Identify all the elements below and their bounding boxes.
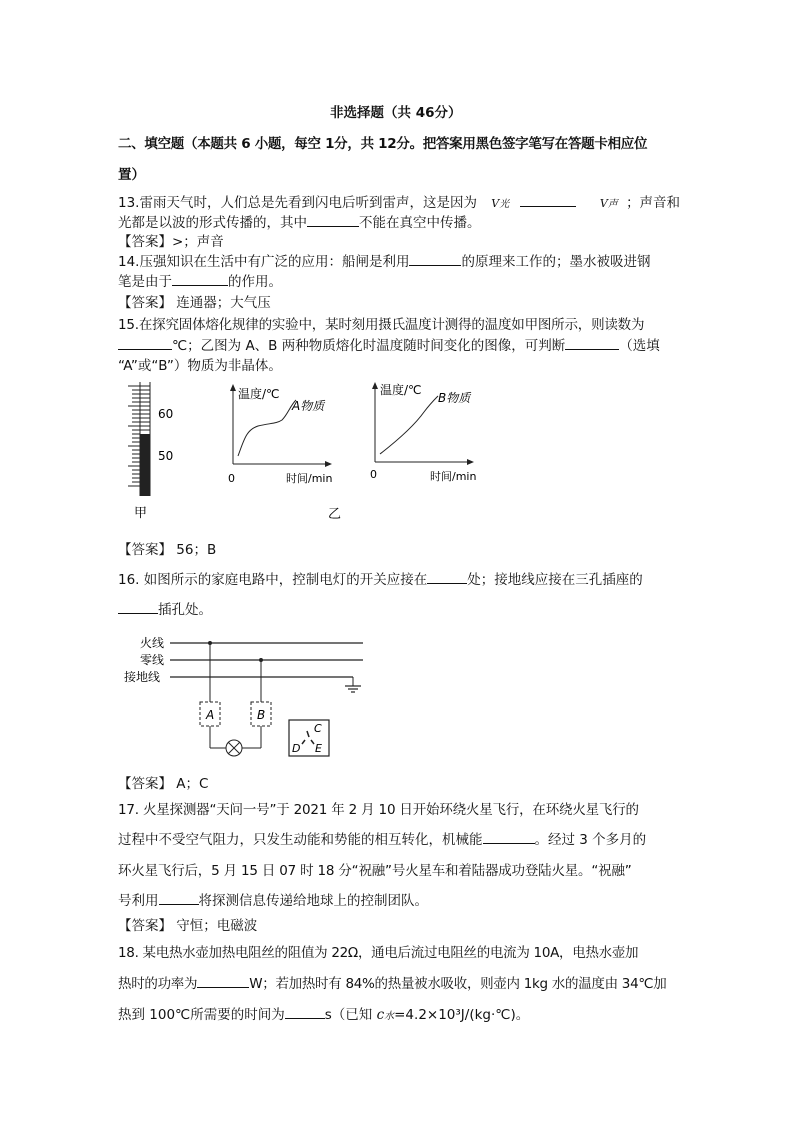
thermo-label-50: 50 [158,449,174,463]
graph-a-ylabel: 温度/℃ [238,387,280,401]
q17-line1: 17. 火星探测器“天问一号”于 2021 年 2 月 10 日开始环绕火星飞行，在环绕火星飞行的 [118,802,639,818]
graph-a-curve-label: A物质 [292,399,325,413]
c-water-sub: 水 [384,1011,395,1022]
box-a-label: A [206,708,215,722]
q18-line3-c: =4.2×10³J/(kg·℃)。 [394,1007,530,1023]
q17-line2-a: 过程中不受空气阻力，只发生动能和势能的相互转化，机械能 [118,832,483,848]
q13-answer: 【答案】>；声音 [118,234,224,250]
label-neutral-wire: 零线 [140,653,165,667]
socket-hole-d [302,740,305,744]
thermometer [128,382,173,496]
q14-answer: 【答案】 连通器；大气压 [118,295,271,311]
q16-line1 [118,571,643,589]
socket-label-c: C [314,722,322,735]
graph-b-origin: 0 [370,468,377,481]
q17-line3: 环火星飞行后，5 月 15 日 07 时 18 分“祝融”号火星车和着陆器成功登陆火星。“祝融” [118,863,632,879]
q18-line3-b: s（已知 [324,1007,377,1023]
q15-line2 [118,337,660,355]
q13-blank-1 [520,194,576,207]
q14-line2-a: 笔是由于 [118,274,172,290]
q13-line2 [118,214,481,232]
label-ground-wire: 接地线 [124,670,161,684]
q15-line2-b: （选填 [619,338,660,354]
q14-blank-1 [409,253,461,266]
q13-line2-b: 不能在真空中传播。 [359,215,481,231]
q15-line2-a: ℃；乙图为 A、B 两种物质熔化时温度随时间变化的图像，可判断 [172,338,566,354]
box-b-label: B [257,708,266,722]
q18-line3-a: 热到 100℃所需要的时间为 [118,1007,285,1023]
q16-line2 [118,601,212,619]
graph-b-y-arrow [372,382,378,389]
q17-line4-a: 号利用 [118,893,159,909]
socket-hole-c [307,731,309,737]
q17-blank-1 [483,831,535,844]
graph-b [370,382,476,483]
q18-line2-a: 热时的功率为 [118,976,198,992]
graph-a-origin: 0 [228,472,235,485]
q16-blank-1 [427,571,467,584]
q18-blank-1 [197,975,249,988]
q13-prefix: 13.雷雨天气时，人们总是先看到闪电后听到雷声，这是因为 [118,195,477,211]
q17-line4-b: 将探测信息传递给地球上的控制团队。 [198,893,428,909]
q17-line2-b: 。经过 3 个多月的 [534,832,647,848]
v-sound-sub: 声 [607,199,618,210]
thermo-label-60: 60 [158,407,174,421]
graph-a-y-arrow [230,384,236,391]
label-live-wire: 火线 [140,636,165,650]
q17-line2 [118,831,646,849]
q17-answer: 【答案】 守恒；电磁波 [118,918,258,934]
q14-blank-2 [172,273,228,286]
q13-suffix: ；声音和 [626,195,681,211]
q15-line3: “A”或“B”）物质为非晶体。 [118,358,282,374]
q16-line1-a: 16. 如图所示的家庭电路中，控制电灯的开关应接在 [118,572,428,588]
graph-b-ylabel: 温度/℃ [380,383,422,397]
graph-a-curve [238,400,296,456]
q14-line2 [118,273,282,291]
socket-label-d: D [292,742,301,755]
v-sound-symbol: V [599,197,608,210]
q16-line2-text: 插孔处。 [158,602,212,618]
q18-line1: 18. 某电热水壶加热电阻丝的阻值为 22Ω，通电后流过电阻丝的电流为 10A，电热水壶加 [118,945,639,961]
part2-heading-line1: 二、填空题（本题共 6 小题，每空 1分，共 12分。把答案用黑色签字笔写在答题卡相应位 [118,136,648,152]
graph-a-xlabel: 时间/min [286,472,333,485]
q18-line2 [118,975,666,993]
q15-blank-2 [565,337,619,350]
q13-line1 [118,194,680,214]
q17-line4 [118,892,428,910]
q13-line2-a: 光都是以波的形式传播的，其中 [118,215,307,231]
q14-line1-a: 14.压强知识在生活中有广泛的应用：船闸是利用 [118,254,410,270]
q14-line1 [118,253,650,271]
q18-blank-2 [285,1006,325,1019]
q15-answer: 【答案】 56；B [118,542,217,558]
graph-b-x-arrow [467,459,474,465]
graph-a [228,384,332,485]
socket-label-e: E [315,742,322,755]
part2-heading-line2: 置） [118,167,145,183]
q14-line1-b: 的原理来工作的；墨水被吸进钢 [461,254,651,270]
q17-blank-2 [159,892,199,905]
q15-figure [118,378,498,528]
q18-line2-b: W；若加热时有 84%的热量被水吸收，则壶内 1kg 水的温度由 34℃加 [249,976,667,992]
v-sound [600,195,618,211]
section-title: 非选择题（共 46分） [330,105,462,121]
q18-line3 [118,1006,529,1026]
circuit-diagram [118,630,378,770]
socket-hole-e [311,740,314,744]
q16-answer: 【答案】 A；C [118,776,209,792]
label-yi: 乙 [328,507,342,522]
v-light-symbol: V [491,197,500,210]
label-jia: 甲 [134,506,148,521]
graph-b-curve-label: B物质 [438,391,471,405]
q16-line1-b: 处；接地线应接在三孔插座的 [467,572,643,588]
graph-b-curve [380,396,438,454]
q15-blank-1 [118,337,172,350]
q15-line1: 15.在探究固体熔化规律的实验中，某时刻用摄氏温度计测得的温度如甲图所示，则读数为 [118,317,645,333]
graph-b-xlabel: 时间/min [430,470,477,483]
v-light-sub: 光 [499,199,510,210]
graph-a-x-arrow [325,461,332,467]
q14-line2-b: 的作用。 [228,274,282,290]
mercury-column [140,434,150,496]
v-light [491,195,509,211]
q16-blank-2 [118,601,158,614]
c-water-symbol: c [376,1007,385,1023]
q13-blank-2 [307,214,359,227]
